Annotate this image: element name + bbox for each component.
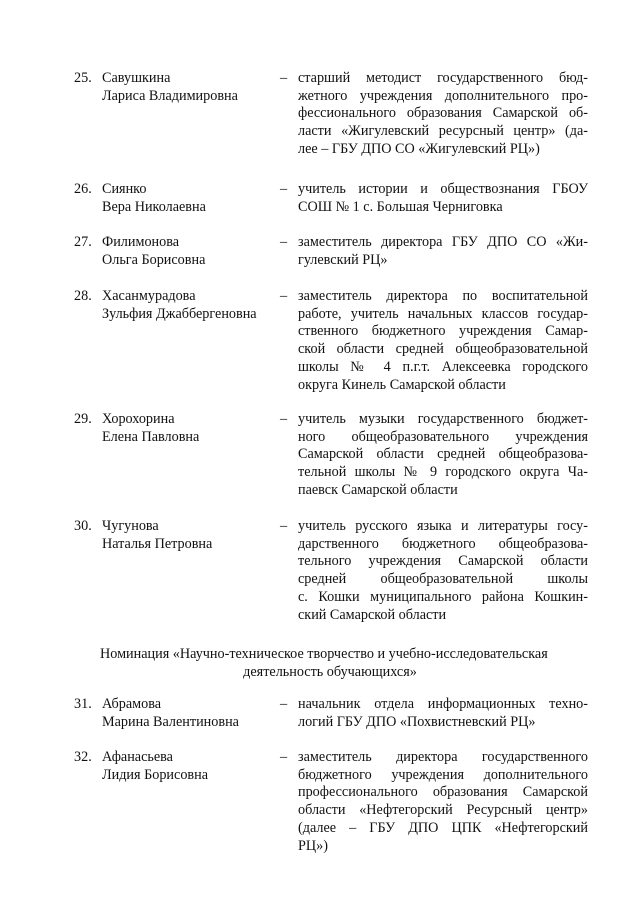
name-line: Наталья Петровна: [102, 535, 213, 552]
description-line: лее – ГБУ ДПО СО «Жигулевский РЦ»): [298, 140, 540, 157]
name-line: Хорохорина: [102, 411, 175, 427]
description-line: с. Кошки муниципального района Кошкин-: [298, 588, 588, 605]
description-line: области «Нефтегорский Ресурсный центр»: [298, 802, 588, 819]
name-line: Савушкина: [102, 70, 171, 86]
description-line: гулевский РЦ»: [298, 251, 388, 268]
name-line: Лидия Борисовна: [102, 766, 209, 783]
item-number: 28.: [74, 288, 92, 304]
description-line: школы № 4 п.г.т. Алексеевка городского: [298, 358, 588, 375]
dash-separator: –: [280, 70, 288, 86]
dash-separator: –: [280, 518, 288, 534]
description-line: ственного бюджетного учреждения Самар-: [298, 323, 588, 340]
person-name: [102, 234, 272, 269]
description-line: заместитель директора по воспитательной: [298, 288, 588, 304]
name-line: Зульфия Джаббергеновна: [102, 305, 257, 322]
dash-separator: –: [280, 181, 288, 197]
name-line: Сиянко: [102, 181, 147, 197]
description-line: тельного учреждения Самарской области: [298, 553, 588, 570]
description-line: Самарской области средней общеобразова-: [298, 446, 588, 463]
item-number: 27.: [74, 234, 92, 250]
person-name: [102, 411, 272, 446]
name-line: Вера Николаевна: [102, 198, 206, 215]
position-description: [298, 696, 588, 731]
position-description: [298, 518, 588, 624]
description-line: ного общеобразовательного учреждения: [298, 428, 588, 445]
description-line: тельной школы № 9 городского округа Ча-: [298, 464, 588, 481]
name-line: Чугунова: [102, 518, 159, 534]
description-line: дарственного бюджетного общеобразова-: [298, 535, 588, 552]
description-line: фессионального образования Самарской об-: [298, 105, 588, 122]
description-line: заместитель директора ГБУ ДПО СО «Жи-: [298, 234, 588, 250]
description-line: жетного учреждения дополнительного про-: [298, 87, 588, 104]
person-name: [102, 696, 272, 731]
description-line: старший методист государственного бюд-: [298, 70, 588, 86]
nomination-line: деятельность обучающихся»: [243, 663, 417, 680]
description-line: логий ГБУ ДПО «Похвистневский РЦ»: [298, 713, 536, 730]
description-line: работе, учитель начальных классов государ-: [298, 305, 588, 322]
person-name: [102, 749, 272, 784]
dash-separator: –: [280, 696, 288, 712]
dash-separator: –: [280, 234, 288, 250]
description-line: ласти «Жигулевский ресурсный центр» (да-: [298, 123, 588, 140]
description-line: учитель русского языка и литературы госу-: [298, 518, 588, 534]
dash-separator: –: [280, 749, 288, 765]
nomination-heading: [100, 646, 560, 681]
description-line: учитель музыки государственного бюджет-: [298, 411, 588, 427]
description-line: начальник отдела информационных техно-: [298, 696, 588, 712]
name-line: Лариса Владимировна: [102, 87, 238, 104]
description-line: паевск Самарской области: [298, 481, 458, 498]
dash-separator: –: [280, 411, 288, 427]
position-description: [298, 70, 588, 159]
item-number: 30.: [74, 518, 92, 534]
person-name: [102, 181, 272, 216]
item-number: 29.: [74, 411, 92, 427]
position-description: [298, 181, 588, 216]
position-description: [298, 749, 588, 855]
description-line: средней общеобразовательной школы: [298, 571, 588, 588]
position-description: [298, 411, 588, 500]
name-line: Филимонова: [102, 234, 180, 250]
nomination-line: Номинация «Научно-техническое творчество и учебно-исследовательская: [100, 646, 548, 662]
description-line: СОШ № 1 с. Большая Черниговка: [298, 198, 503, 215]
description-line: бюджетного учреждения дополнительного: [298, 766, 588, 783]
item-number: 31.: [74, 696, 92, 712]
description-line: РЦ»): [298, 837, 328, 854]
person-name: [102, 288, 272, 323]
name-line: Ольга Борисовна: [102, 251, 206, 268]
description-line: ский Самарской области: [298, 606, 447, 623]
item-number: 32.: [74, 749, 92, 765]
person-name: [102, 518, 272, 553]
item-number: 26.: [74, 181, 92, 197]
item-number: 25.: [74, 70, 92, 86]
position-description: [298, 234, 588, 269]
name-line: Марина Валентиновна: [102, 713, 239, 730]
description-line: (далее – ГБУ ДПО ЦПК «Нефтегорский: [298, 819, 588, 836]
name-line: Абрамова: [102, 696, 162, 712]
description-line: округа Кинель Самарской области: [298, 376, 506, 393]
description-line: заместитель директора государственного: [298, 749, 588, 765]
position-description: [298, 288, 588, 394]
dash-separator: –: [280, 288, 288, 304]
name-line: Афанасьева: [102, 749, 173, 765]
name-line: Елена Павловна: [102, 428, 200, 445]
description-line: ской области средней общеобразовательной: [298, 341, 588, 358]
description-line: учитель истории и обществознания ГБОУ: [298, 181, 588, 197]
description-line: профессионального образования Самарской: [298, 784, 588, 801]
name-line: Хасанмурадова: [102, 288, 196, 304]
person-name: [102, 70, 272, 105]
